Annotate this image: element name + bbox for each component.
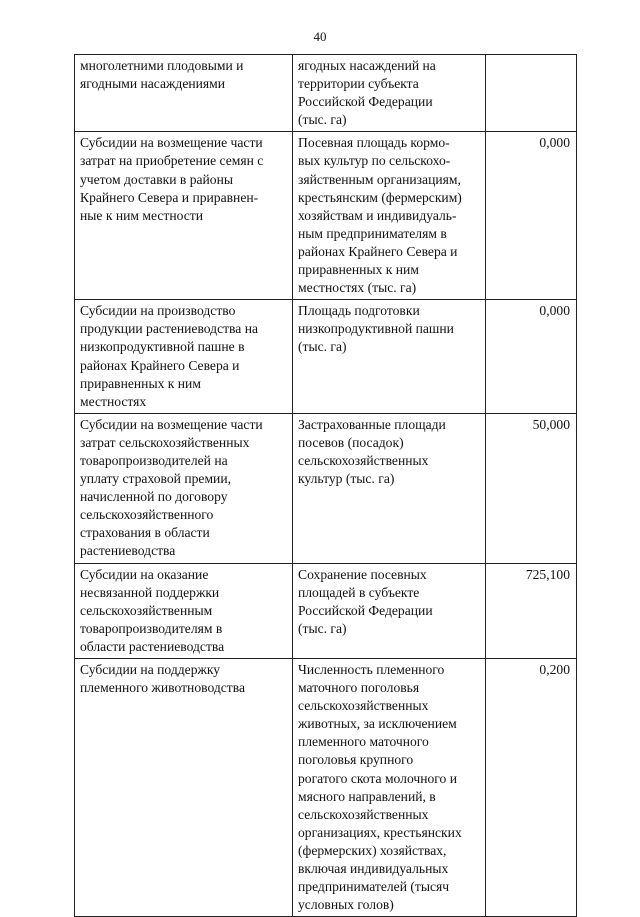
value-cell — [486, 55, 577, 132]
value-cell: 50,000 — [486, 413, 577, 563]
indicator-cell: Застрахованные площади посевов (посадок) сельскохозяйственных культур (тыс. га) — [293, 413, 486, 563]
indicator-cell: ягодных насаждений на территории субъекта Российской Федерации (тыс. га) — [293, 55, 486, 132]
table-row — [75, 300, 577, 414]
table-row — [75, 563, 577, 658]
table-row — [75, 132, 577, 300]
table-row — [75, 413, 577, 563]
subsidy-name-cell: Субсидии на возмещение части затрат на приобретение семян с учетом доставки в районы Крайнего Севера и приравнен- ные к ним местности — [75, 132, 293, 300]
subsidy-name-cell: Субсидии на производство продукции растениеводства на низкопродуктивной пашне в районах Крайнего Севера и приравненных к ним местностях — [75, 300, 293, 414]
subsidy-name-cell: Субсидии на поддержку племенного животноводства — [75, 659, 293, 917]
page-number: 40 — [313, 29, 327, 44]
value-cell: 0,000 — [486, 300, 577, 414]
subsidy-name-cell: многолетними плодовыми и ягодными насаждениями — [75, 55, 293, 132]
indicator-cell: Численность племенного маточного поголовья сельскохозяйственных животных, за исключением племенного маточного поголовья крупного рогатого скота молочного и мясного направлений, в сельскохозяйственных организациях, крестьянских (фермерских) хозяйствах, включая индивидуальных предпринимателей (тысяч условных голов) — [293, 659, 486, 917]
indicator-cell: Посевная площадь кормо- вых культур по сельскохо- зяйственным организациям, крестьянским (фермерским) хозяйствам и индивидуаль- ным предпринимателям в районах Крайнего Севера и приравненных к ним местностях (тыс. га) — [293, 132, 486, 300]
subsidy-name-cell: Субсидии на оказание несвязанной поддержки сельскохозяйственным товаропроизводителям в области растениеводства — [75, 563, 293, 658]
value-cell: 0,000 — [486, 132, 577, 300]
subsidy-table — [74, 54, 577, 917]
table-row — [75, 659, 577, 917]
value-cell: 0,200 — [486, 659, 577, 917]
value-cell: 725,100 — [486, 563, 577, 658]
indicator-cell: Сохранение посевных площадей в субъекте Российской Федерации (тыс. га) — [293, 563, 486, 658]
table-row — [75, 55, 577, 132]
indicator-cell: Площадь подготовки низкопродуктивной пашни (тыс. га) — [293, 300, 486, 414]
subsidy-name-cell: Субсидии на возмещение части затрат сельскохозяйственных товаропроизводителей на уплату страховой премии, начисленной по договору сельскохозяйственного страхования в области растениеводства — [75, 413, 293, 563]
